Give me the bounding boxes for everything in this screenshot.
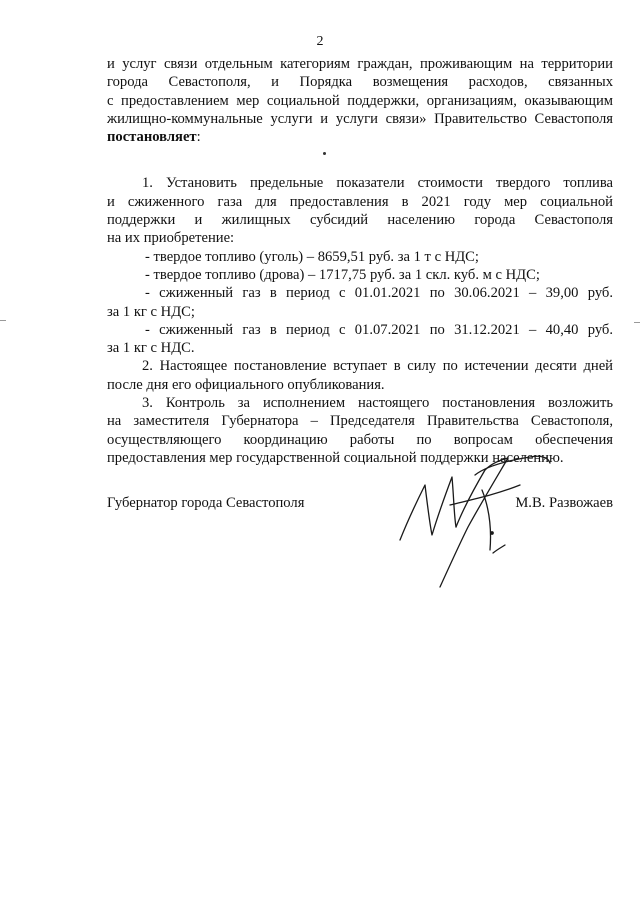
resolves-line bbox=[107, 128, 613, 146]
signature-row bbox=[107, 494, 613, 514]
intro-line: города Севастополя, и Порядка возмещения расходов, связанных bbox=[107, 74, 613, 91]
resolves-colon: : bbox=[196, 129, 201, 146]
item-3-line: предоставления мер государственной социальной поддержки населению. bbox=[107, 449, 564, 466]
item-1-line: поддержки и жилищных субсидий населению города Севастополя bbox=[107, 212, 613, 229]
scan-edge-mark-right bbox=[634, 322, 640, 323]
fuel-price-list bbox=[107, 248, 613, 358]
list-item-gas-h2: - сжиженный газ в период с 01.07.2021 по 31.12.2021 – 40,40 руб. bbox=[145, 321, 613, 338]
intro-paragraph bbox=[107, 55, 613, 146]
intro-line: жилищно-коммунальные услуги и услуги связи» Правительство Севастополя bbox=[107, 110, 613, 127]
list-item-firewood: - твердое топливо (дрова) – 1717,75 руб. за 1 скл. куб. м с НДС; bbox=[145, 266, 540, 283]
list-item-coal: - твердое топливо (уголь) – 8659,51 руб. за 1 т с НДС; bbox=[145, 248, 479, 265]
list-item-gas-h1-cont: за 1 кг с НДС; bbox=[107, 303, 195, 320]
item-1-line: на их приобретение: bbox=[107, 230, 235, 247]
document-body bbox=[107, 55, 613, 467]
item-2-line: после дня его официального опубликования. bbox=[107, 376, 385, 393]
page-number: 2 bbox=[316, 34, 324, 49]
handwritten-signature bbox=[380, 455, 580, 595]
item-1-paragraph bbox=[107, 174, 613, 247]
item-2-line: 2. Настоящее постановление вступает в силу по истечении десяти дней bbox=[142, 358, 613, 375]
item-1-line: и сжиженного газа для предоставления в 2021 году мер социальной bbox=[107, 193, 613, 210]
item-3-line: осуществляющего координацию работы по вопросам обеспечения bbox=[107, 431, 613, 448]
signatory-name: М.В. Развожаев bbox=[515, 495, 613, 511]
intro-line: с предоставлением мер социальной поддержки, организациям, оказывающим bbox=[107, 92, 613, 109]
item-1-line: 1. Установить предельные показатели стоимости твердого топлива bbox=[142, 175, 613, 192]
item-3-line: на заместителя Губернатора – Председателя Правительства Севастополя, bbox=[107, 413, 613, 430]
scan-edge-mark-left bbox=[0, 320, 6, 321]
item-3-line: 3. Контроль за исполнением настоящего постановления возложить bbox=[142, 395, 613, 412]
signatory-title: Губернатор города Севастополя bbox=[107, 495, 305, 511]
list-item-gas-h1: - сжиженный газ в период с 01.01.2021 по 30.06.2021 – 39,00 руб. bbox=[145, 285, 613, 302]
paragraph-gap bbox=[107, 146, 613, 174]
resolves-word: постановляет bbox=[107, 129, 197, 146]
intro-line: и услуг связи отдельным категориям граждан, проживающим на территории bbox=[107, 56, 613, 72]
item-2-paragraph bbox=[107, 357, 613, 394]
list-item-gas-h2-cont: за 1 кг с НДС. bbox=[107, 340, 195, 357]
